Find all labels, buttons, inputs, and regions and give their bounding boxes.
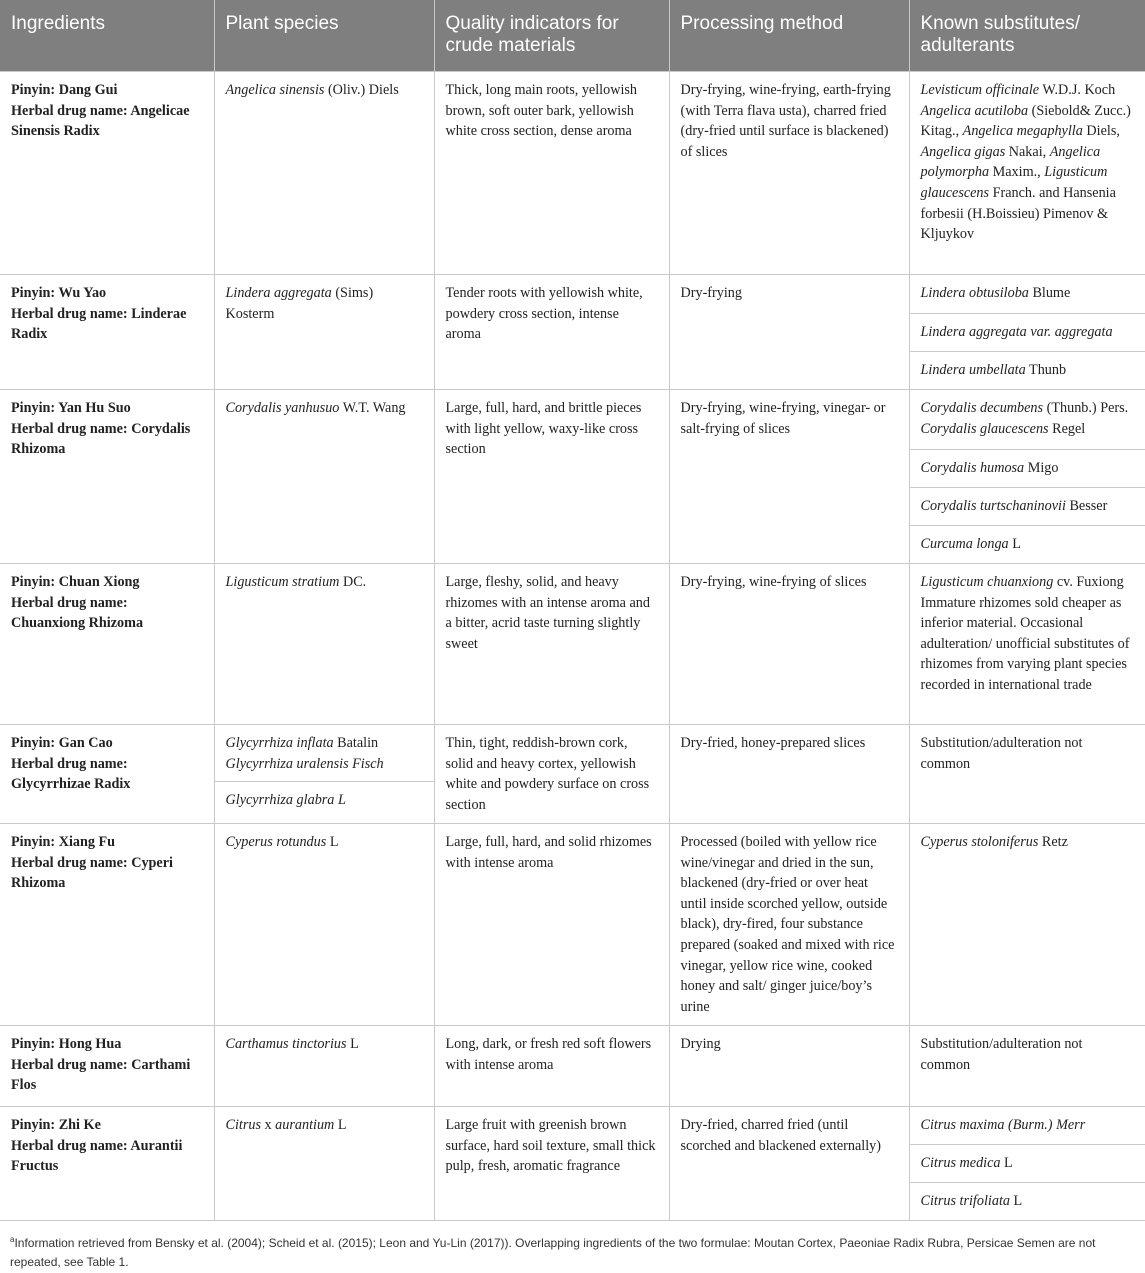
substitute-author: Regel xyxy=(1048,420,1086,437)
herbal-drug-name: Herbal drug name: Angelicae Sinensis Radix xyxy=(11,102,190,140)
table-row xyxy=(0,1107,1145,1145)
substitute-author: L xyxy=(1008,536,1021,552)
ingredient-cell xyxy=(0,390,214,564)
substitute-name: Corydalis turtschaninovii xyxy=(920,498,1066,514)
header-quality-indicators: Quality indicators for crude materials xyxy=(434,0,669,72)
substitutes-cell xyxy=(909,72,1145,275)
substitute-author: Retz xyxy=(1038,834,1068,850)
table-footnote xyxy=(10,1234,1135,1272)
substitute-author: (Siebold& Zucc.) Kitag., xyxy=(920,102,1131,140)
substitute-author: L xyxy=(1009,1193,1023,1209)
species-name: Angelica sinensis xyxy=(225,82,325,98)
substitute-name: Lindera aggregata var. aggregata xyxy=(920,324,1113,340)
substitute-name: Angelica megaphylla xyxy=(962,123,1083,140)
plant-species-cell xyxy=(214,725,434,782)
herbal-drug-name: Herbal drug name: Linderae Radix xyxy=(11,305,187,343)
substitute-name: Ligusticum glaucescens xyxy=(920,164,1108,201)
pinyin-name: Pinyin: Zhi Ke xyxy=(11,1117,101,1133)
substitute-author: Migo xyxy=(1024,460,1059,476)
substitutes-cell xyxy=(909,314,1145,352)
substitute-name: Angelica gigas xyxy=(920,143,1006,160)
substitutes-cell xyxy=(909,1107,1145,1145)
species-name: Cyperus rotundus xyxy=(225,834,327,850)
substitute-author: Franch. and Hansenia forbesii (H.Boissieu) Pimenov & Kljuykov xyxy=(920,184,1116,243)
species-author: L xyxy=(334,1117,347,1133)
substitute-author: cv. Fuxiong Immature rhizomes sold cheaper as inferior material. Occasional adulteration/ unofficial substitutes of rhizomes from varying plant species recorded in international trade xyxy=(920,574,1130,693)
substitute-author: W.D.J. Koch xyxy=(1039,82,1116,98)
herbal-drug-name: Herbal drug name: Aurantii Fructus xyxy=(11,1137,183,1175)
species-author: W.T. Wang xyxy=(339,400,406,416)
plant-species-cell xyxy=(214,72,434,275)
plant-species-cell xyxy=(214,824,434,1026)
substitutes-cell: Substitution/adulteration not common xyxy=(909,725,1145,824)
quality-cell: Large, full, hard, and brittle pieces with light yellow, waxy-like cross section xyxy=(434,390,669,564)
substitutes-cell xyxy=(909,824,1145,1026)
substitute-name: Corydalis glaucescens xyxy=(920,420,1049,437)
processing-cell: Dry-fried, charred fried (until scorched and blackened externally) xyxy=(669,1107,909,1221)
substitute-author: Diels, xyxy=(1082,123,1120,140)
processing-cell: Dry-frying, wine-frying of slices xyxy=(669,564,909,725)
species-name: aurantium xyxy=(275,1117,335,1133)
species-name: Glycyrrhiza uralensis Fisch xyxy=(225,755,384,772)
plant-species-cell xyxy=(214,1107,434,1221)
herbal-drug-name: Herbal drug name: Cyperi Rhizoma xyxy=(11,854,173,892)
pinyin-name: Pinyin: Hong Hua xyxy=(11,1036,122,1052)
substitute-author: (Thunb.) Pers. xyxy=(1043,400,1129,416)
footnote-mark: a xyxy=(10,1235,15,1244)
substitute-author: Thunb xyxy=(1025,362,1067,378)
processing-cell: Dry-fried, honey-prepared slices xyxy=(669,725,909,824)
processing-cell: Drying xyxy=(669,1026,909,1107)
ingredient-cell xyxy=(0,72,214,275)
substitute-name: Citrus trifoliata xyxy=(920,1193,1010,1209)
table-row xyxy=(0,390,1145,450)
quality-cell: Tender roots with yellowish white, powdery cross section, intense aroma xyxy=(434,275,669,390)
substitutes-cell xyxy=(909,526,1145,564)
processing-cell: Dry-frying, wine-frying, vinegar- or salt-frying of slices xyxy=(669,390,909,564)
substitute-name: Corydalis decumbens xyxy=(920,400,1044,416)
substitutes-cell xyxy=(909,1145,1145,1183)
substitutes-cell xyxy=(909,275,1145,314)
herbal-drug-name: Herbal drug name: Corydalis Rhizoma xyxy=(11,420,191,458)
quality-cell: Thick, long main roots, yellowish brown, soft outer bark, yellowish white cross section, dense aroma xyxy=(434,72,669,275)
plant-species-cell xyxy=(214,390,434,564)
table-row xyxy=(0,725,1145,782)
species-name: Glycyrrhiza glabra L xyxy=(225,792,346,808)
pinyin-name: Pinyin: Wu Yao xyxy=(11,285,107,301)
table-header-row xyxy=(0,0,1145,72)
species-name: Carthamus tinctorius xyxy=(225,1036,347,1052)
plant-species-cell xyxy=(214,782,434,824)
substitute-name: Cyperus stoloniferus xyxy=(920,834,1039,850)
species-author: DC. xyxy=(339,574,367,590)
substitute-author: Besser xyxy=(1065,498,1108,514)
table-row xyxy=(0,824,1145,1026)
ingredient-cell xyxy=(0,275,214,390)
pinyin-name: Pinyin: Gan Cao xyxy=(11,735,113,751)
quality-cell: Long, dark, or fresh red soft flowers with intense aroma xyxy=(434,1026,669,1107)
header-ingredients: Ingredients xyxy=(0,0,214,72)
substitutes-cell xyxy=(909,1183,1145,1221)
table-row xyxy=(0,275,1145,314)
species-name: Lindera aggregata xyxy=(225,285,332,301)
substitute-name: Citrus maxima (Burm.) Merr xyxy=(920,1117,1086,1133)
species-name: Corydalis yanhusuo xyxy=(225,400,340,416)
processing-cell: Processed (boiled with yellow rice wine/vinegar and dried in the sun, blackened (dry-fried or over heat until inside scorched yellow, outside black), dry-fired, four substance prepared (soaked and mixed with rice vinegar, yellow rice wine, cooked honey and salt/ ginger juice/boy’s urine xyxy=(669,824,909,1026)
substitutes-cell xyxy=(909,450,1145,488)
table-row xyxy=(0,1026,1145,1107)
species-author: (Oliv.) Diels xyxy=(324,82,399,98)
plant-species-cell xyxy=(214,564,434,725)
header-plant-species: Plant species xyxy=(214,0,434,72)
substitute-author: L xyxy=(1000,1155,1013,1171)
quality-cell: Large, fleshy, solid, and heavy rhizomes with an intense aroma and a bitter, acrid taste turning slightly sweet xyxy=(434,564,669,725)
herbal-drug-name: Herbal drug name: Glycyrrhizae Radix xyxy=(11,755,131,793)
processing-cell: Dry-frying xyxy=(669,275,909,390)
ingredient-cell xyxy=(0,564,214,725)
substitute-author: Blume xyxy=(1028,285,1071,301)
pinyin-name: Pinyin: Yan Hu Suo xyxy=(11,400,131,416)
substitute-name: Levisticum officinale xyxy=(920,82,1040,98)
substitute-name: Lindera umbellata xyxy=(920,362,1026,378)
species-author: L xyxy=(346,1036,359,1052)
species-name: Ligusticum stratium xyxy=(225,574,340,590)
plant-species-cell xyxy=(214,275,434,390)
table-row xyxy=(0,564,1145,725)
substitute-name: Angelica polymorpha xyxy=(920,143,1101,181)
substitute-name: Corydalis humosa xyxy=(920,460,1025,476)
pinyin-name: Pinyin: Xiang Fu xyxy=(11,834,116,850)
substitute-name: Angelica acutiloba xyxy=(920,102,1029,119)
substitute-name: Ligusticum chuanxiong xyxy=(920,574,1054,590)
substitute-name: Lindera obtusiloba xyxy=(920,285,1029,301)
substitutes-cell xyxy=(909,564,1145,725)
substitutes-cell xyxy=(909,352,1145,390)
processing-cell: Dry-frying, wine-frying, earth-frying (with Terra flava usta), charred fried (dry-fried until surface is blackened) of slices xyxy=(669,72,909,275)
header-processing-method: Processing method xyxy=(669,0,909,72)
herbal-drug-name: Herbal drug name: Carthami Flos xyxy=(11,1056,191,1094)
species-name: Citrus xyxy=(225,1117,261,1133)
species-author: (Sims) Kosterm xyxy=(225,285,374,322)
ingredient-cell xyxy=(0,725,214,824)
footnote-text: Information retrieved from Bensky et al. (2004); Scheid et al. (2015); Leon and Yu-Lin (2017)). Overlapping ingredients of the two formulae: Moutan Cortex, Paeoniae Radix Rubra, Persicae Semen are not repeated, see Table 1. xyxy=(10,1236,1096,1269)
species-author: L xyxy=(326,834,339,850)
substitute-author: Maxim., xyxy=(989,164,1045,181)
ingredient-cell xyxy=(0,824,214,1026)
quality-cell: Thin, tight, reddish-brown cork, solid and heavy cortex, yellowish white and powdery surface on cross section xyxy=(434,725,669,824)
pinyin-name: Pinyin: Dang Gui xyxy=(11,82,118,98)
herbal-drug-name: Herbal drug name: Chuanxiong Rhizoma xyxy=(11,594,144,632)
header-substitutes: Known substitutes/ adulterants xyxy=(909,0,1145,72)
ingredient-cell xyxy=(0,1107,214,1221)
substitute-author: Nakai, xyxy=(1005,143,1050,160)
substitutes-cell: Substitution/adulteration not common xyxy=(909,1026,1145,1107)
quality-cell: Large fruit with greenish brown surface, hard soil texture, small thick pulp, fresh, aromatic fragrance xyxy=(434,1107,669,1221)
substitutes-cell xyxy=(909,390,1145,450)
ingredient-cell xyxy=(0,1026,214,1107)
species-name: Glycyrrhiza inflata xyxy=(225,735,334,751)
substitute-name: Curcuma longa xyxy=(920,536,1009,552)
pinyin-name: Pinyin: Chuan Xiong xyxy=(11,574,140,590)
plant-species-cell xyxy=(214,1026,434,1107)
substitute-name: Citrus medica xyxy=(920,1155,1001,1171)
substitutes-cell xyxy=(909,488,1145,526)
quality-cell: Large, full, hard, and solid rhizomes with intense aroma xyxy=(434,824,669,1026)
table-row xyxy=(0,72,1145,275)
species-author: Batalin xyxy=(333,735,379,751)
species-author: x xyxy=(260,1117,276,1133)
